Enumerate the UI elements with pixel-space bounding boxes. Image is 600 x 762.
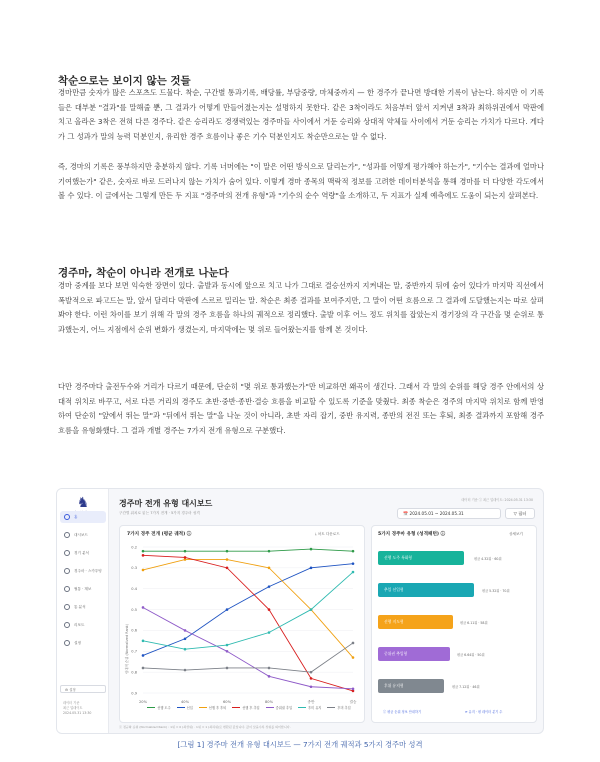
type-bar-2[interactable]: 추입 선입형: [378, 583, 474, 597]
chart-download-button[interactable]: ⤓ 차트 다운로드: [315, 532, 340, 536]
type-bar-3[interactable]: 선행 지도형: [378, 615, 453, 629]
legend-item[interactable]: [266, 705, 292, 710]
legend-label: 선행 후 후퇴: [208, 706, 227, 710]
legend-swatch: [199, 707, 207, 709]
legend-item[interactable]: [232, 705, 259, 710]
legend-swatch: [327, 707, 335, 709]
type-value-2: 평균 5.32위 · 70위: [482, 589, 510, 593]
legend-swatch: [232, 707, 240, 709]
y-tick-label: 0.4: [131, 587, 137, 592]
series-point: [142, 569, 145, 572]
legend-label: 선입: [186, 706, 193, 710]
series-point: [352, 550, 355, 553]
horse-logo-icon: ♞: [76, 495, 90, 511]
figure-caption: [그림 1] 경주마 전개 유형 대시보드 — 7가지 전개 궤적과 5가지 경주마 성격: [177, 740, 423, 749]
y-tick-label: 0.8: [131, 670, 137, 675]
rank-info-link[interactable]: ⓘ 평균 순위 정보 안내하기: [383, 710, 422, 714]
x-tick-label: 20%: [139, 700, 147, 704]
series-point: [268, 585, 271, 588]
series-point: [268, 675, 271, 678]
paragraph-3: 경마 중계를 보다 보면 익숙한 장면이 있다. 출발과 동시에 앞으로 치고 나가 그대로 결승선까지 지켜내는 말, 중반까지 뒤에 숨어 있다가 마지막 직선에서 폭발적으로 파고드는 말, 앞서 달리다 막판에 스르르 밀리는 말. 착순은 최종 결과를 보여주지만, 그 말이 어떤 흐름으로 그 결과에 도달했는지는 따로 살펴봐야 한다. 이런 차이를 보기 위해 각 말의 경주 흐름을 하나의 궤적으로 정리했다. 출발 이후 어느 정도 위치를 잡았는지 경기장의 각 구간을 몇 순위로 통과했는지, 어느 지점에서 순위 변화가 생겼는지, 마지막에는 몇 위로 들어왔는지를 함께 본 것이다.: [58, 281, 544, 334]
legend-item[interactable]: [177, 705, 193, 710]
nav-item-stats[interactable]: 통 분석: [60, 601, 106, 613]
series-point: [310, 677, 313, 680]
series-point: [352, 656, 355, 659]
x-tick-label: 80%: [265, 700, 273, 704]
series-point: [310, 608, 313, 611]
series-point: [352, 562, 355, 565]
series-point: [268, 567, 271, 570]
series-point: [310, 671, 313, 674]
x-tick-label: 종반: [307, 700, 315, 704]
series-point: [226, 567, 229, 570]
series-point: [310, 567, 313, 570]
series-point: [268, 667, 271, 670]
series-point: [142, 554, 145, 557]
series-point: [142, 654, 145, 657]
type-value-1: 평균 4.32위 · 60위: [474, 557, 502, 561]
nav-item-scouting[interactable]: 경주마 · 스카우팅: [60, 565, 106, 577]
nav-item-settings[interactable]: 설정: [60, 637, 106, 649]
series-point: [142, 667, 145, 670]
legend-label: 선행 도주: [157, 706, 171, 710]
type-value-5: 평균 7.12위 · 46위: [452, 685, 480, 689]
series-point: [226, 644, 229, 647]
series-point: [226, 608, 229, 611]
rank-note: ⓘ 정규화 순위 (Normalized Rank) : 1위 = 0 (최상위) · 1위 = 1 (최하위)로 변환된 값입니다. 값이 낮을수록 상위를 의미합니다.: [119, 725, 291, 729]
series-point: [184, 629, 187, 632]
series-point: [184, 648, 187, 651]
legend-item[interactable]: [199, 705, 226, 710]
series-point: [184, 556, 187, 559]
date-range-picker[interactable]: 📅 2024.05.01 ~ 2024.05.31: [397, 508, 501, 519]
dashboard-figure: [56, 488, 544, 734]
series-point: [142, 640, 145, 643]
horse-types-title: 5가지 경주마 유형 (성격패턴) ⓘ: [378, 532, 446, 537]
series-point: [226, 558, 229, 561]
y-tick-label: 0.7: [131, 649, 137, 654]
series-point: [352, 688, 355, 691]
series-line-5: [143, 607, 353, 688]
section-heading-1: 착순으로는 보이지 않는 것들: [58, 75, 191, 87]
filter-button[interactable]: ▽ 필터: [505, 508, 535, 519]
series-point: [226, 550, 229, 553]
x-tick-label: 60%: [223, 700, 231, 704]
y-tick-label: 0.6: [131, 628, 137, 633]
legend-label: 후미 추입: [337, 706, 351, 710]
series-point: [352, 571, 355, 574]
series-point: [310, 685, 313, 688]
series-line-4: [143, 555, 353, 691]
y-axis-label: 상대적 순위 (Normalized Rank): [125, 624, 129, 674]
type-bar-1[interactable]: 선행 도주 특화형: [378, 551, 464, 565]
series-point: [226, 650, 229, 653]
updated-label: 데이터 기준 ⓘ 최근 업데이트: 2024.05.31 13:30: [461, 498, 533, 502]
paragraph-4: 다만 경주마다 출전두수와 거리가 다르기 때문에, 단순히 "몇 위로 통과했는가"만 비교하면 왜곡이 생긴다. 그래서 각 말의 순위를 해당 경주 안에서의 상대적 위치로 바꾸고, 서로 다른 거리의 경주도 초반·중반·종반·결승 흐름을 비교할 수 있도록 기준을 맞췄다. 최종 착순은 경주의 마지막 위치로 함께 반영하여 단순히 "앞에서 뛰는 말"과 "뒤에서 뛰는 말"을 나눈 것이 아니라, 초반 자리 잡기, 중반 유지력, 종반의 전진 또는 후퇴, 최종 결과까지 포함해 경주 흐름을 유형화했다. 그 결과 개별 경주는 7가지 전개 유형으로 구분했다.: [58, 382, 544, 435]
details-button[interactable]: 상세보기: [509, 532, 523, 536]
type-value-3: 평균 6.11위 · 58위: [460, 621, 488, 625]
y-tick-label: 0.2: [131, 545, 137, 550]
chart-legend: [139, 705, 359, 710]
legend-label: 후미 유지: [308, 706, 322, 710]
paragraph-2: 즉, 경마의 기록은 풍부하지만 충분하지 않다. 기록 너머에는 "이 말은 어떤 방식으로 달리는가", "성과를 어떻게 평가해야 하는가", "기수는 결과에 얼마나 기여했는가" 같은, 숫자로 바로 드러나지 않는 가치가 숨어 있다. 이렇게 경마 종목의 맥락적 정보를 고려한 데이터분석을 통해 경마를 더 다양한 각도에서 볼 수 있다. 이 글에서는 그렇게 만든 두 지표 "경주마의 전개 유형"과 "기수의 순수 역량"을 소개하고, 두 지표가 실제 예측에도 도움이 되는지 살펴본다.: [58, 162, 545, 201]
legend-swatch: [298, 707, 306, 709]
type-bar-5[interactable]: 후위 유지형: [378, 679, 444, 693]
trajectory-card-title: 7가지 경주 전개 (평균 궤적) ⓘ: [127, 532, 192, 537]
nav-item-race-analysis[interactable]: 경기 분석: [60, 547, 106, 559]
type-bar-4[interactable]: 중위권 추입형: [378, 647, 450, 661]
series-point: [184, 637, 187, 640]
type-value-4: 평균 6.64위 · 50위: [457, 653, 485, 657]
series-line-6: [143, 572, 353, 649]
series-point: [352, 642, 355, 645]
legend-swatch: [147, 707, 155, 709]
series-point: [268, 631, 271, 634]
y-tick-label: 0.3: [131, 566, 137, 571]
series-point: [310, 548, 313, 551]
nav-item-home[interactable]: 홈: [60, 511, 106, 523]
series-point: [184, 550, 187, 553]
series-point: [142, 606, 145, 609]
series-point: [184, 669, 187, 672]
series-point: [142, 550, 145, 553]
y-tick-label: 0.9: [131, 691, 137, 696]
series-point: [268, 550, 271, 553]
series-point: [268, 608, 271, 611]
legend-label: 선행 후 추입: [242, 706, 260, 710]
legend-item[interactable]: [327, 705, 350, 710]
legend-item[interactable]: [298, 705, 321, 710]
settings-button[interactable]: ⚙ 설정: [60, 685, 106, 693]
legend-item[interactable]: [147, 705, 170, 710]
dashboard-subtitle: 구간별 위치로 읽는 7가지 전개 · 5가지 경주마 성격: [119, 511, 200, 515]
series-point: [226, 667, 229, 670]
nav-item-report[interactable]: 리포트: [60, 619, 106, 631]
dashboard-title: 경주마 전개 유형 대시보드: [119, 499, 213, 508]
section-heading-2: 경주마, 착순이 아니라 전개로 나눈다: [58, 267, 229, 279]
y-tick-label: 0.5: [131, 607, 137, 612]
x-tick-label: 결승: [349, 700, 357, 704]
legend-label: 중위권 추입: [275, 706, 293, 710]
sidebar-footer: 데이터 기준 최근 업데이트 2024.05.31 13:30: [63, 701, 92, 715]
legend-swatch: [266, 707, 274, 709]
legend-swatch: [177, 707, 185, 709]
x-tick-label: 40%: [181, 700, 189, 704]
series-line-1: [143, 549, 353, 551]
nav-item-pedigree[interactable]: 혈통 · 계보: [60, 583, 106, 595]
nav-item-dashboard[interactable]: 대시보드: [60, 529, 106, 541]
data-quarter-link[interactable]: ⟳ 유지 · 평 데이터 분기 수: [465, 710, 503, 714]
paragraph-1: 경마만큼 숫자가 많은 스포츠도 드물다. 착순, 구간별 통과기록, 배당률, 부담중량, 마체중까지 — 한 경주가 끝나면 방대한 기록이 남는다. 하지만 이 기록들은 대부분 "결과"를 말해줄 뿐, 그 결과가 어떻게 만들어졌는지는 설명하지 못한다. 같은 3착이라도 처음부터 앞서 지켜낸 3착과 최하위권에서 막판에 치고 올라온 3착은 전혀 다른 경주다. 같은 승리라도 경쟁력있는 경주마들 사이에서 거둔 승리와 상대적 약체들 사이에서 거둔 승리는 가치가 다르다. 게다가 그 성과가 말의 능력 덕분인지, 유리한 경주 흐름이나 좋은 기수 덕분인지도 착순만으로는 알 수 없다.: [58, 88, 544, 141]
